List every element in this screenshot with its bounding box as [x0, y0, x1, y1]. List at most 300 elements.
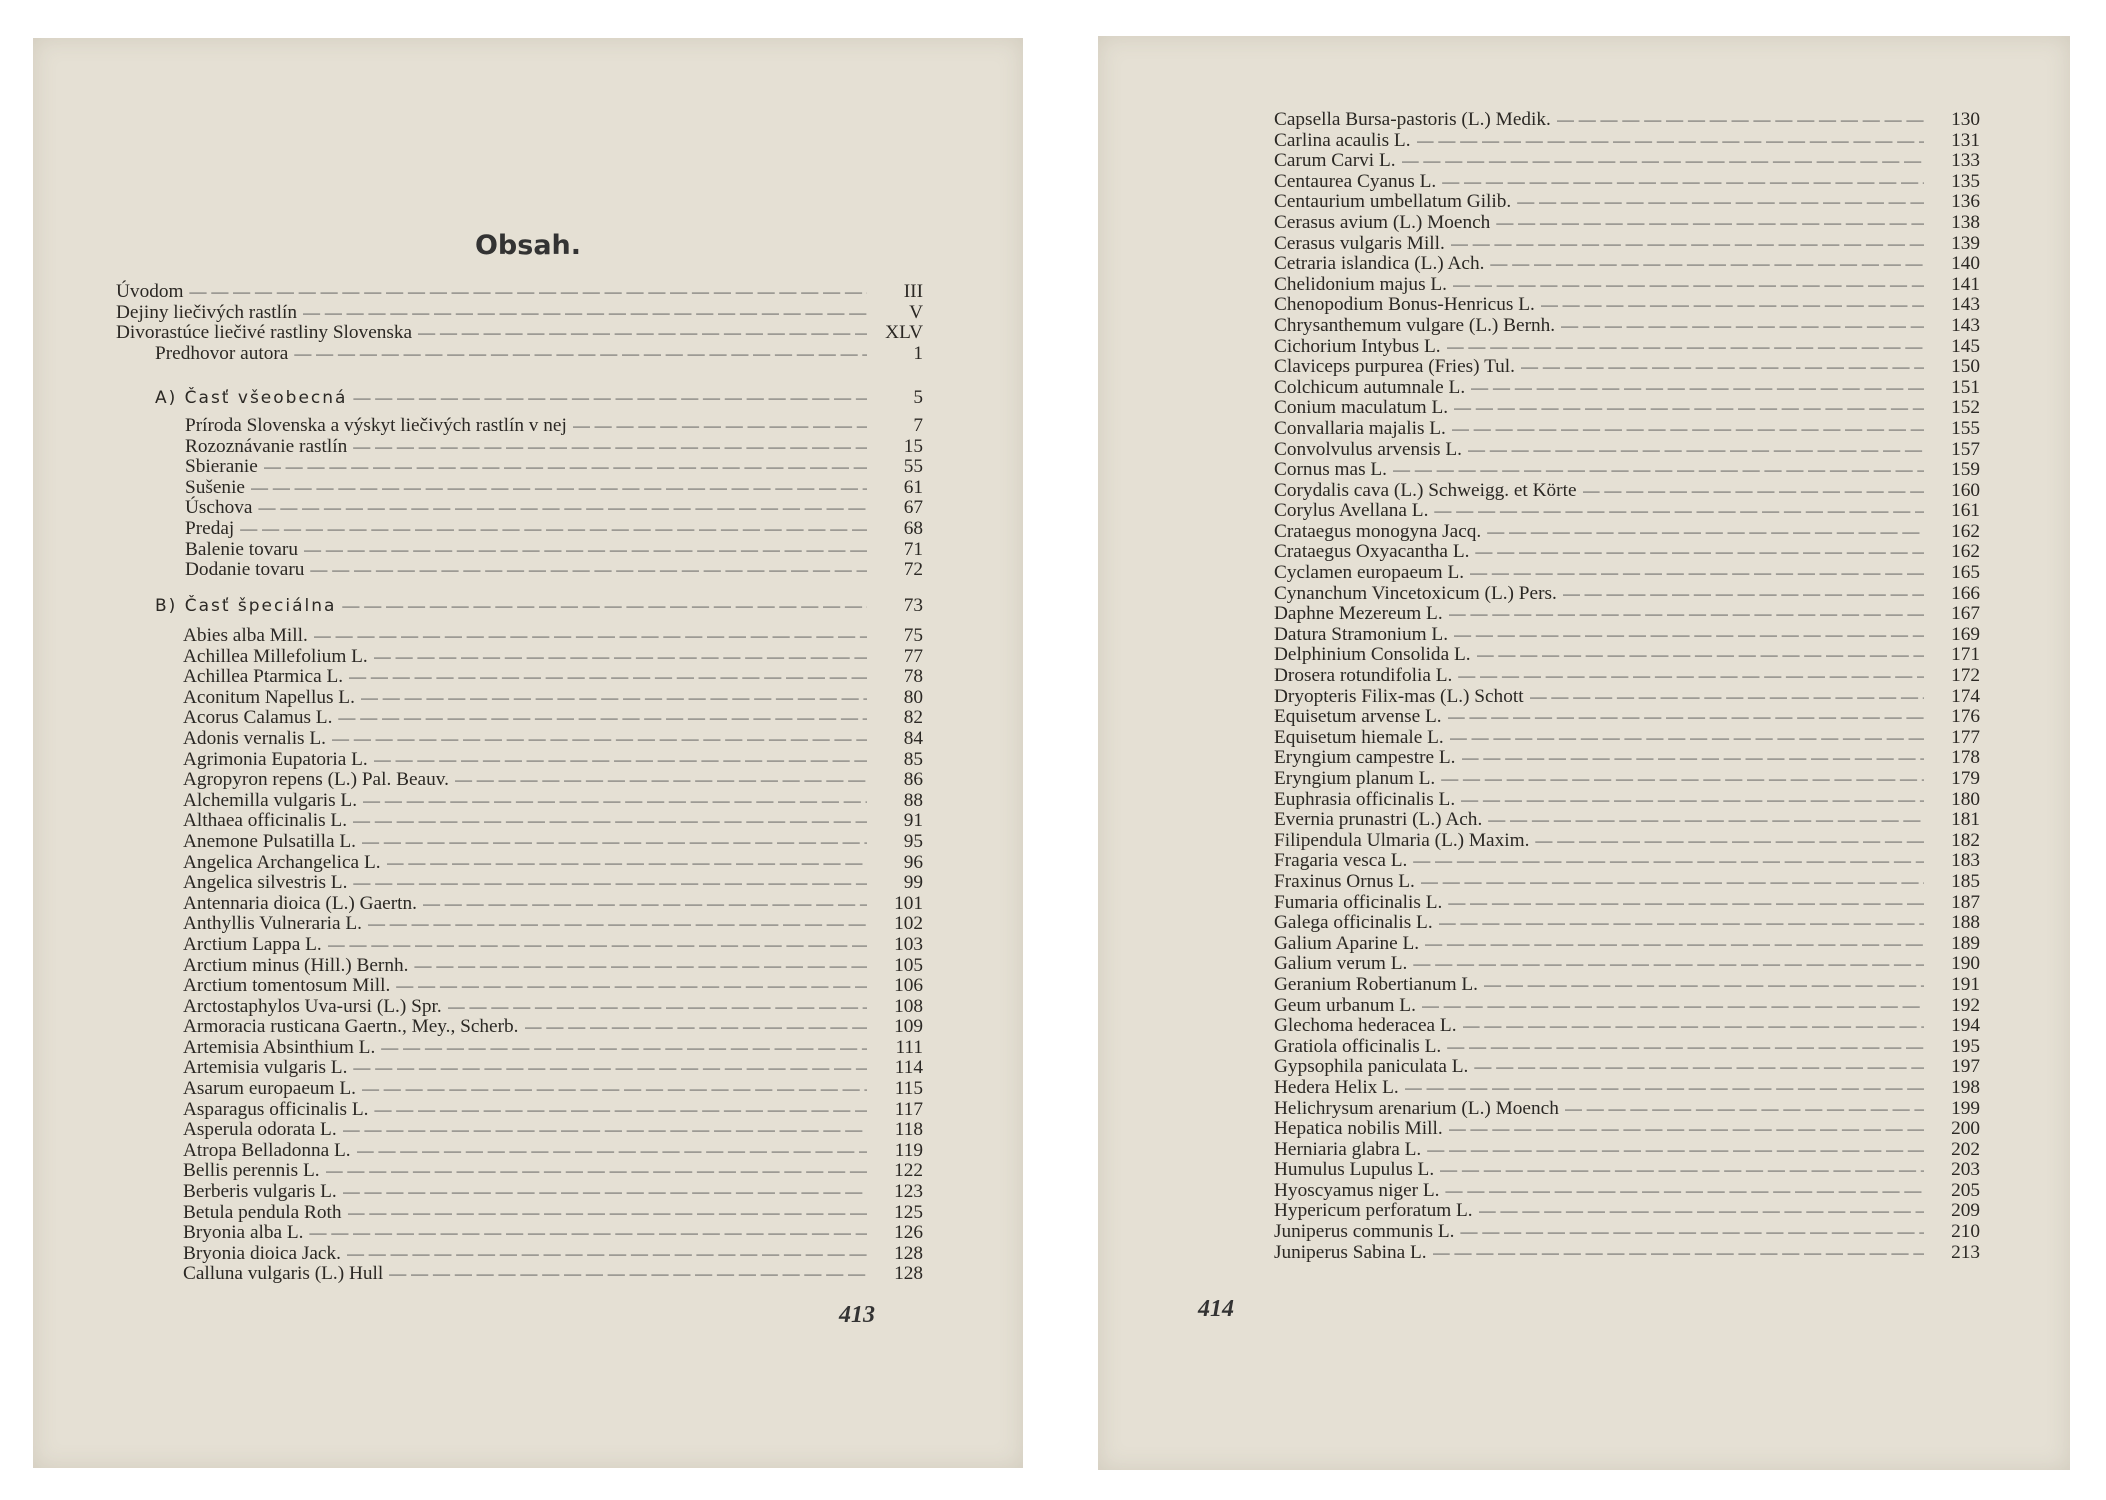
dot-leader — [418, 323, 867, 344]
toc-entry-label: Cornus mas L. — [1274, 459, 1388, 481]
dot-leader — [1433, 1243, 1924, 1264]
page-number: 131 — [1951, 129, 1980, 151]
page-number: 192 — [1951, 994, 1980, 1016]
toc-entry-label: Cetraria islandica (L.) Ach. — [1274, 253, 1485, 275]
page-number: 203 — [1951, 1159, 1980, 1181]
toc-entry — [1274, 954, 1980, 975]
toc-entry — [183, 1038, 923, 1059]
toc-entry-label: Artemisia Absinthium L. — [183, 1036, 376, 1058]
toc-entry — [116, 323, 923, 344]
toc-entry — [1274, 934, 1980, 955]
dot-leader — [1449, 604, 1924, 625]
page-number: 190 — [1951, 953, 1980, 975]
dot-leader — [1488, 810, 1924, 831]
toc-entry-label: Fragaria vesca L. — [1274, 850, 1408, 872]
toc-entry-label: Fumaria officinalis L. — [1274, 891, 1443, 913]
page-number: 55 — [903, 456, 923, 478]
dot-leader — [396, 976, 867, 997]
page-number: 135 — [1951, 170, 1980, 192]
dot-leader — [374, 647, 867, 668]
toc-entry — [1274, 996, 1980, 1017]
dot-leader — [309, 1223, 867, 1244]
dot-leader — [1454, 398, 1924, 419]
toc-entry-label: Gypsophila paniculata L. — [1274, 1056, 1469, 1078]
page-number: 75 — [903, 625, 923, 646]
page-number: 128 — [894, 1263, 923, 1285]
dot-leader — [1413, 851, 1924, 872]
page-number: 174 — [1951, 685, 1980, 707]
dot-leader — [1484, 975, 1924, 996]
toc-entry-label: Arctium minus (Hill.) Bernh. — [183, 954, 409, 976]
dot-leader — [1557, 110, 1924, 131]
dot-leader — [389, 1264, 867, 1285]
toc-entry — [1274, 440, 1980, 461]
toc-entry-label: Berberis vulgaris L. — [183, 1181, 337, 1203]
toc-entry — [1274, 419, 1980, 440]
toc-entry-label: Cerasus avium (L.) Moench — [1274, 211, 1491, 233]
section-heading-b — [155, 596, 923, 617]
toc-entry-label: Galium Aparine L. — [1274, 932, 1420, 954]
page-number: 176 — [1951, 706, 1980, 728]
toc-entry-label: Cerasus vulgaris Mill. — [1274, 232, 1445, 254]
toc-entry — [1274, 398, 1980, 419]
page-number: 141 — [1951, 273, 1980, 295]
toc-entry-label: Cyclamen europaeum L. — [1274, 562, 1465, 584]
dot-leader — [1393, 460, 1924, 481]
dot-leader — [347, 1244, 867, 1265]
page-number: 179 — [1951, 768, 1980, 789]
page-number: 130 — [1951, 109, 1980, 130]
toc-entry-label: Calluna vulgaris (L.) Hull — [183, 1263, 384, 1285]
toc-entry — [183, 1161, 923, 1182]
dot-leader — [1405, 1078, 1924, 1099]
dot-leader — [374, 750, 867, 771]
page-number: 162 — [1951, 520, 1980, 542]
page-number: 114 — [894, 1057, 923, 1079]
dot-leader — [374, 1100, 867, 1121]
toc-entry-label: Euphrasia officinalis L. — [1274, 788, 1456, 810]
toc-entry-label: Acorus Calamus L. — [183, 707, 333, 729]
toc-general-list — [185, 416, 923, 581]
dot-leader — [448, 997, 867, 1018]
toc-entry — [183, 1203, 923, 1224]
toc-entry — [183, 1120, 923, 1141]
toc-entry-label: Dejiny liečivých rastlín — [116, 301, 297, 323]
dot-leader — [1447, 1037, 1924, 1058]
toc-entry-label: Príroda Slovenska a výskyt liečivých rastlín v nej — [185, 415, 567, 436]
toc-entry — [1274, 1016, 1980, 1037]
toc-entry — [1274, 707, 1980, 728]
page-number: V — [909, 301, 923, 323]
dot-leader — [1453, 275, 1924, 296]
toc-entry — [1274, 337, 1980, 358]
toc-entry — [1274, 913, 1980, 934]
toc-entry-label: Úvodom — [116, 281, 184, 302]
page-number: 188 — [1951, 912, 1980, 934]
toc-entry-label: Cichorium Intybus L. — [1274, 335, 1441, 357]
dot-leader — [1441, 769, 1924, 790]
page-number: 136 — [1951, 191, 1980, 213]
toc-entry — [185, 416, 923, 437]
page-number: 118 — [894, 1119, 923, 1141]
toc-entry — [183, 1058, 923, 1079]
dot-leader — [1521, 357, 1924, 378]
continued-entries — [1274, 110, 1980, 1263]
page-number: 140 — [1951, 253, 1980, 275]
page-number: 213 — [1951, 1241, 1980, 1263]
page-number: 88 — [903, 789, 923, 811]
toc-entry-label: Crataegus monogyna Jacq. — [1274, 520, 1482, 542]
page-number: 73 — [903, 595, 923, 616]
dot-leader — [1541, 295, 1924, 316]
page-number: 143 — [1951, 314, 1980, 336]
page-number: 160 — [1951, 479, 1980, 501]
toc-entry — [183, 791, 923, 812]
toc-entry — [1274, 790, 1980, 811]
toc-entry — [185, 498, 923, 519]
general-entries — [185, 416, 923, 581]
page-number: 111 — [895, 1036, 923, 1058]
toc-entry-label: Arctostaphylos Uva-ursi (L.) Spr. — [183, 995, 442, 1017]
dot-leader — [362, 832, 867, 853]
page-number: 5 — [913, 387, 923, 408]
toc-entry-label: Betula pendula Roth — [183, 1201, 342, 1223]
dot-leader — [310, 560, 867, 581]
section-heading-a — [155, 388, 923, 409]
toc-entry-label: Conium maculatum L. — [1274, 397, 1449, 419]
toc-entry — [1274, 151, 1980, 172]
section-heading-label: A) Časť všeobecná — [155, 388, 348, 408]
dot-leader — [1445, 1181, 1924, 1202]
dot-leader — [314, 626, 867, 647]
toc-entry-label: Hyoscyamus niger L. — [1274, 1179, 1440, 1201]
toc-entry-label: Hedera Helix L. — [1274, 1076, 1399, 1098]
page-number: 96 — [903, 851, 923, 873]
dot-leader — [294, 344, 867, 365]
toc-entry — [1274, 872, 1980, 893]
toc-entry-label: Armoracia rusticana Gaertn., Mey., Scherb. — [183, 1016, 519, 1038]
dot-leader — [1448, 707, 1924, 728]
toc-entry — [185, 560, 923, 581]
dot-leader — [1402, 151, 1924, 172]
page-number: 15 — [903, 435, 923, 457]
page-number: 101 — [894, 892, 923, 914]
page-number: 72 — [903, 559, 923, 581]
page-number: 91 — [903, 810, 923, 832]
toc-continued-list — [1274, 110, 1980, 1263]
toc-section-b — [155, 596, 923, 617]
toc-entry — [1274, 687, 1980, 708]
page-number: 108 — [894, 995, 923, 1017]
toc-entry-label: Predaj — [185, 517, 235, 539]
dot-leader — [1471, 378, 1924, 399]
special-entries — [183, 626, 923, 1285]
toc-entry-label: Eryngium planum L. — [1274, 768, 1436, 789]
dot-leader — [304, 540, 867, 561]
dot-leader — [258, 498, 867, 519]
page-number: 102 — [894, 913, 923, 935]
dot-leader — [1425, 934, 1924, 955]
toc-entry — [1274, 1243, 1980, 1264]
page-number: 152 — [1951, 397, 1980, 419]
dot-leader — [1470, 563, 1924, 584]
toc-entry-label: Arctium tomentosum Mill. — [183, 975, 391, 997]
page-number: 183 — [1951, 850, 1980, 872]
toc-entry-label: Helichrysum arenarium (L.) Moench — [1274, 1097, 1559, 1119]
page-number: 200 — [1951, 1118, 1980, 1140]
dot-leader — [343, 1182, 867, 1203]
toc-entry-label: Galium verum L. — [1274, 953, 1408, 975]
toc-entry — [1274, 1037, 1980, 1058]
toc-entry — [183, 935, 923, 956]
dot-leader — [1474, 1057, 1924, 1078]
toc-entry-label: Datura Stramonium L. — [1274, 623, 1449, 645]
toc-entry-label: Claviceps purpurea (Fries) Tul. — [1274, 356, 1515, 378]
page-number: 161 — [1951, 500, 1980, 522]
toc-entry — [1274, 254, 1980, 275]
toc-entry — [1274, 522, 1980, 543]
page-number: 143 — [1951, 294, 1980, 316]
toc-entry — [183, 667, 923, 688]
toc-entry — [1274, 810, 1980, 831]
toc-entry — [1274, 645, 1980, 666]
toc-entry-label: Sbieranie — [185, 456, 258, 478]
toc-entry-label: Hepatica nobilis Mill. — [1274, 1118, 1443, 1140]
dot-leader — [368, 914, 867, 935]
toc-entry-label: Angelica silvestris L. — [183, 872, 348, 894]
page-number: 86 — [903, 769, 923, 791]
toc-entry-label: Divorastúce liečivé rastliny Slovenska — [116, 322, 413, 344]
dot-leader — [1450, 728, 1924, 749]
toc-entry-label: Balenie tovaru — [185, 538, 298, 560]
dot-leader — [1421, 872, 1924, 893]
toc-entry — [1274, 1078, 1980, 1099]
toc-section-a — [155, 388, 923, 409]
toc-entry-label: Centaurium umbellatum Gilib. — [1274, 191, 1512, 213]
toc-entry-label: Capsella Bursa-pastoris (L.) Medik. — [1274, 109, 1551, 130]
dot-leader — [357, 1141, 867, 1162]
toc-special-list — [183, 626, 923, 1285]
toc-entry — [1274, 604, 1980, 625]
page-number: 151 — [1951, 376, 1980, 398]
toc-entry — [1274, 851, 1980, 872]
dot-leader — [1427, 1140, 1924, 1161]
dot-leader — [251, 478, 867, 499]
toc-entry — [116, 344, 923, 365]
toc-entry — [183, 894, 923, 915]
toc-entry — [183, 811, 923, 832]
toc-entry-label: Bellis perennis L. — [183, 1160, 320, 1182]
dot-leader — [264, 457, 867, 478]
toc-entry-label: Anemone Pulsatilla L. — [183, 830, 356, 852]
page-number: 172 — [1951, 665, 1980, 687]
dot-leader — [1434, 501, 1924, 522]
page-number: 95 — [903, 830, 923, 852]
toc-entry — [1274, 1057, 1980, 1078]
toc-entry-label: Glechoma hederacea L. — [1274, 1015, 1457, 1037]
toc-entry — [1274, 213, 1980, 234]
toc-entry — [185, 478, 923, 499]
dot-leader — [387, 853, 867, 874]
dot-leader — [1475, 542, 1924, 563]
page-number: III — [903, 281, 923, 302]
dot-leader — [1477, 645, 1924, 666]
toc-entry-label: Geranium Robertianum L. — [1274, 973, 1479, 995]
page-number: 68 — [903, 517, 923, 539]
page-number: 105 — [894, 954, 923, 976]
page-number: 109 — [894, 1016, 923, 1038]
dot-leader — [1439, 913, 1924, 934]
toc-entry — [1274, 893, 1980, 914]
dot-leader — [189, 282, 867, 303]
toc-entry-label: Atropa Belladonna L. — [183, 1139, 351, 1161]
toc-entry — [1274, 460, 1980, 481]
page-number: 205 — [1951, 1179, 1980, 1201]
toc-entry — [183, 770, 923, 791]
toc-entry-label: Asperula odorata L. — [183, 1119, 337, 1141]
toc-entry — [1274, 316, 1980, 337]
toc-entry-label: Chelidonium majus L. — [1274, 273, 1447, 295]
page-number: 61 — [903, 476, 923, 498]
toc-entry — [185, 519, 923, 540]
page-number: 210 — [1951, 1221, 1980, 1243]
toc-entry — [116, 303, 923, 324]
toc-entry — [183, 997, 923, 1018]
toc-entry-label: Anthyllis Vulneraria L. — [183, 913, 362, 935]
page-number: 178 — [1951, 747, 1980, 769]
toc-entry — [1274, 501, 1980, 522]
dot-leader — [1565, 1099, 1924, 1120]
dot-leader — [1458, 666, 1924, 687]
page-number: 123 — [894, 1181, 923, 1203]
page-number-folio: 413 — [839, 1302, 875, 1328]
dot-leader — [1417, 131, 1924, 152]
toc-entry-label: Antennaria dioica (L.) Gaertn. — [183, 892, 417, 914]
toc-entry — [116, 282, 923, 303]
toc-entry-label: Predhovor autora — [155, 342, 289, 364]
dot-leader — [1463, 1016, 1924, 1037]
page-number: 199 — [1951, 1097, 1980, 1119]
toc-entry — [1274, 1099, 1980, 1120]
toc-entry — [1274, 1181, 1980, 1202]
dot-leader — [414, 956, 867, 977]
toc-entry-label: Geum urbanum L. — [1274, 994, 1416, 1016]
toc-entry — [1274, 728, 1980, 749]
dot-leader — [1447, 337, 1924, 358]
toc-entry-label: Crataegus Oxyacantha L. — [1274, 541, 1470, 563]
toc-entry — [183, 914, 923, 935]
toc-entry — [1274, 1201, 1980, 1222]
dot-leader — [332, 729, 867, 750]
page-number: 195 — [1951, 1035, 1980, 1057]
toc-entry — [1274, 357, 1980, 378]
dot-leader — [328, 935, 867, 956]
toc-entry — [1274, 1140, 1980, 1161]
toc-entry — [183, 729, 923, 750]
toc-entry-label: Drosera rotundifolia L. — [1274, 665, 1453, 687]
page-number: 77 — [903, 645, 923, 667]
toc-entry-label: Eryngium campestre L. — [1274, 747, 1456, 769]
toc-entry-label: Angelica Archangelica L. — [183, 851, 381, 873]
page-number: 125 — [894, 1201, 923, 1223]
toc-entry-label: Dryopteris Filix-mas (L.) Schott — [1274, 685, 1524, 707]
toc-entry — [1274, 625, 1980, 646]
page-number: 169 — [1951, 623, 1980, 645]
toc-entry — [183, 688, 923, 709]
toc-entry-label: Chenopodium Bonus-Henricus L. — [1274, 294, 1535, 316]
toc-entry-label: Adonis vernalis L. — [183, 727, 326, 749]
dot-leader — [1449, 1119, 1924, 1140]
toc-entry — [1274, 666, 1980, 687]
toc-entry-label: Chrysanthemum vulgare (L.) Bernh. — [1274, 314, 1556, 336]
toc-entry-label: Bryonia alba L. — [183, 1222, 304, 1244]
dot-leader — [348, 1203, 867, 1224]
dot-leader — [1461, 790, 1924, 811]
page-number-folio: 414 — [1198, 1296, 1234, 1322]
toc-entry — [1274, 748, 1980, 769]
dot-leader — [1530, 687, 1924, 708]
dot-leader — [1440, 1160, 1924, 1181]
page-number: 106 — [894, 975, 923, 997]
toc-entry — [1274, 831, 1980, 852]
page-number: 177 — [1951, 726, 1980, 748]
toc-entry-label: Corylus Avellana L. — [1274, 500, 1429, 522]
page-number: 162 — [1951, 541, 1980, 563]
toc-entry-label: Carum Carvi L. — [1274, 150, 1396, 172]
toc-entry — [1274, 378, 1980, 399]
dot-leader — [1452, 419, 1924, 440]
toc-entry-label: Galega officinalis L. — [1274, 912, 1433, 934]
toc-entry-label: Asarum europaeum L. — [183, 1078, 356, 1100]
toc-entry — [1274, 234, 1980, 255]
dot-leader — [1454, 625, 1924, 646]
page-number: 84 — [903, 727, 923, 749]
toc-entry — [1274, 192, 1980, 213]
toc-entry — [185, 540, 923, 561]
toc-entry-label: Colchicum autumnale L. — [1274, 376, 1466, 398]
page-number: 133 — [1951, 150, 1980, 172]
toc-entry — [1274, 563, 1980, 584]
page-number: 119 — [894, 1139, 923, 1161]
toc-entry — [183, 832, 923, 853]
page-number: 138 — [1951, 211, 1980, 233]
toc-entry-label: Abies alba Mill. — [183, 625, 308, 646]
dot-leader — [240, 519, 867, 540]
dot-leader — [1517, 192, 1924, 213]
dot-leader — [455, 770, 867, 791]
dot-leader — [1583, 481, 1924, 502]
toc-entry — [1274, 1119, 1980, 1140]
toc-entry — [183, 647, 923, 668]
toc-entry-label: Equisetum hiemale L. — [1274, 726, 1444, 748]
page-title: Obsah. — [474, 230, 582, 261]
toc-entry-label: Corydalis cava (L.) Schweigg. et Körte — [1274, 479, 1577, 501]
toc-entry — [1274, 275, 1980, 296]
toc-entry-label: Herniaria glabra L. — [1274, 1138, 1422, 1160]
dot-leader — [303, 303, 867, 324]
page-number: 117 — [894, 1098, 923, 1120]
page-number: 198 — [1951, 1076, 1980, 1098]
page-number: 182 — [1951, 829, 1980, 851]
dot-leader — [381, 1038, 867, 1059]
page-number: 166 — [1951, 582, 1980, 604]
page-number: 202 — [1951, 1138, 1980, 1160]
toc-entry — [1274, 584, 1980, 605]
dot-leader — [363, 791, 867, 812]
dot-leader — [353, 1058, 867, 1079]
toc-entry-label: Juniperus communis L. — [1274, 1221, 1455, 1243]
dot-leader — [1462, 748, 1924, 769]
